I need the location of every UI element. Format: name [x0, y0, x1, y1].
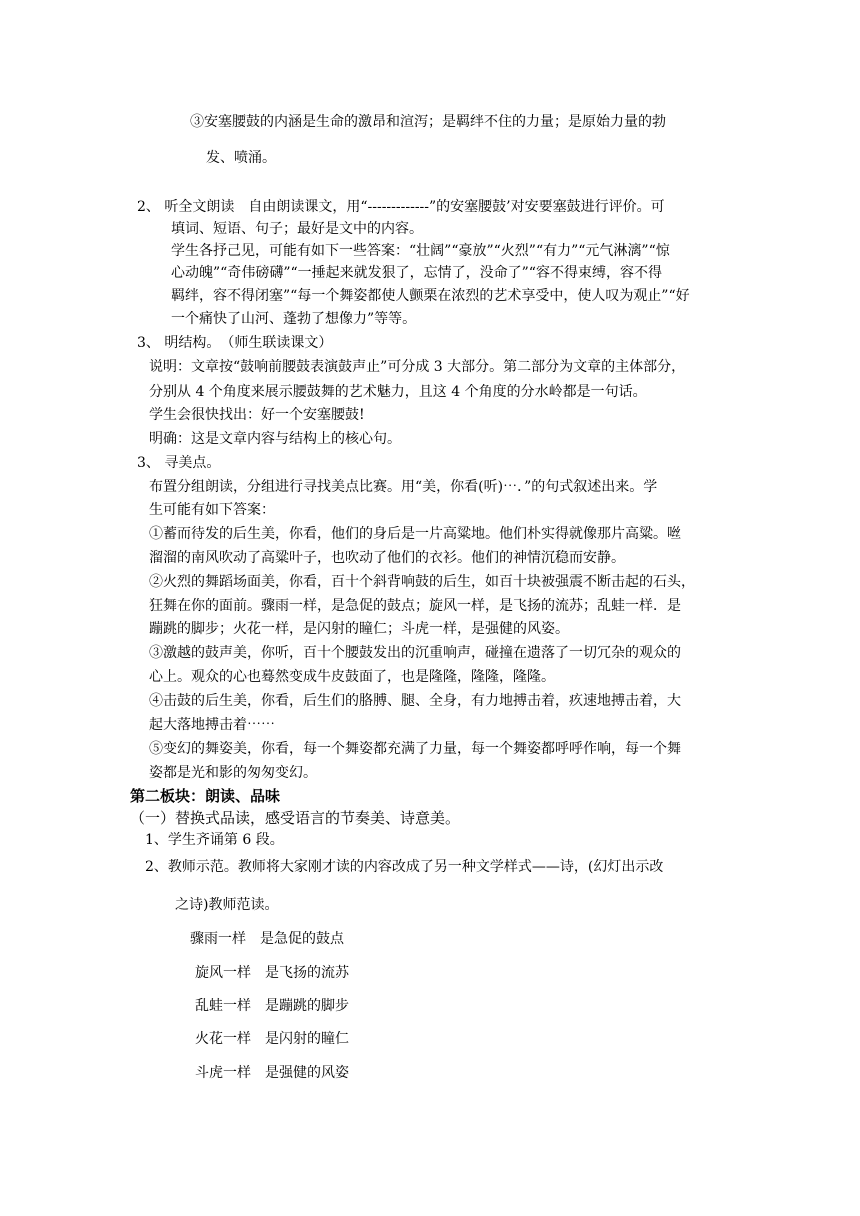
poem-line: 骤雨一样 是急促的鼓点 [190, 931, 344, 947]
text-line: ③安塞腰鼓的内涵是生命的激昂和渲泻；是羁绊不住的力量；是原始力量的勃 [190, 114, 666, 130]
text-line: 填词、短语、句子；最好是文中的内容。 [171, 221, 423, 237]
text-line: ②火烈的舞蹈场面美，你看，百十个斜背响鼓的后生，如百十块被强震不断击起的石头， [149, 574, 695, 590]
text-line: 学生会很快找出：好一个安塞腰鼓! [149, 407, 365, 423]
list-item: 2、教师示范。教师将大家刚才读的内容改成了另一种文学样式——诗，(幻灯出示改 [145, 859, 664, 875]
text-line: 蹦跳的脚步；火花一样，是闪射的瞳仁；斗虎一样，是强健的风姿。 [149, 621, 569, 637]
subsection-heading: （一）替换式品读，感受语言的节奏美、诗意美。 [130, 809, 461, 827]
poem-line: 火花一样 是闪射的瞳仁 [195, 1031, 349, 1047]
text-line: 学生各抒己见，可能有如下一些答案：“壮阔”“豪放”“火烈”“有力”“元气淋漓”“惊 [171, 243, 670, 259]
list-item-heading: 3、 寻美点。 [137, 455, 221, 471]
text-line: 心上。观众的心也蓦然变成牛皮鼓面了，也是隆隆，隆隆，隆隆。 [149, 669, 555, 685]
poem-line: 乱蛙一样 是蹦跳的脚步 [195, 998, 349, 1014]
text-line: 起大落地搏击着⋯⋯ [149, 717, 275, 733]
text-line: 布置分组朗读，分组进行寻找美点比赛。用“美，你看(听)⋯．”的句式叙述出来。学 [149, 479, 658, 495]
list-item-heading: 2、 听全文朗读 自由朗读课文，用“-------------”的安塞腰鼓’对安要塞鼓进行评价。可 [137, 199, 665, 215]
text-line: 姿都是光和影的匆匆变幻。 [149, 765, 317, 781]
text-line: 明确：这是文章内容与结构上的核心句。 [149, 431, 401, 447]
text-line: ①蓄而待发的后生美，你看，他们的身后是一片高粱地。他们朴实得就像那片高粱。咝 [149, 526, 681, 542]
text-line: ③激越的鼓声美，你听，百十个腰鼓发出的沉重响声，碰撞在遗落了一切冗杂的观众的 [149, 645, 681, 661]
text-line: 狂舞在你的面前。骤雨一样，是急促的鼓点；旋风一样，是飞扬的流苏；乱蛙一样．是 [149, 598, 681, 614]
text-line: ⑤变幻的舞姿美，你看，每一个舞姿都充满了力量，每一个舞姿都呼呼作响，每一个舞 [149, 741, 681, 757]
text-line: 生可能有如下答案： [149, 502, 275, 518]
text-line: 之诗)教师范读。 [175, 897, 279, 913]
list-item: 1、学生齐诵第 6 段。 [145, 832, 284, 848]
poem-line: 旋风一样 是飞扬的流苏 [195, 965, 349, 981]
text-line: 羁绊，容不得闭塞”“每一个舞姿都使人颤栗在浓烈的艺术享受中，使人叹为观止”“好 [171, 288, 690, 304]
text-line: 发、喷涌。 [206, 150, 276, 166]
text-line: 一个痛快了山河、蓬勃了想像力”等等。 [171, 311, 417, 327]
text-line: ④击鼓的后生美，你看，后生们的胳膊、腿、全身，有力地搏击着，疚速地搏击着，大 [149, 693, 681, 709]
text-line: 说明：文章按“鼓响前腰鼓表演鼓声止”可分成 3 大部分。第二部分为文章的主体部分， [149, 359, 686, 375]
list-item-heading: 3、 明结构。 （师生联读课文） [137, 335, 333, 351]
text-line: 溜溜的南风吹动了高粱叶子，也吹动了他们的衣衫。他们的神情沉稳而安静。 [149, 550, 625, 566]
text-line: 心动魄”“奇伟磅礴”“一捶起来就发狠了，忘情了，没命了”“容不得束缚，容不得 [171, 265, 662, 281]
poem-line: 斗虎一样 是强健的风姿 [195, 1065, 349, 1081]
section-heading: 第二板块：朗读、品味 [130, 787, 281, 805]
text-line: 分别从 4 个角度来展示腰鼓舞的艺术魅力，且这 4 个角度的分水岭都是一句话。 [149, 384, 647, 400]
